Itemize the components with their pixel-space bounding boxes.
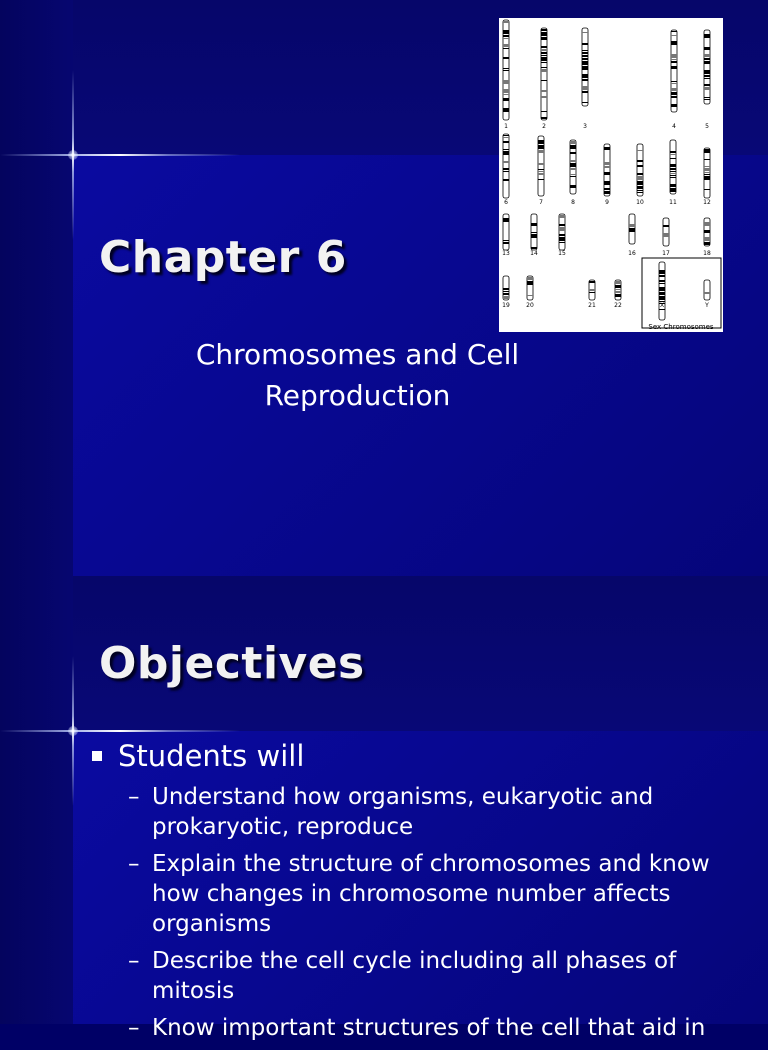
chromosome-label: 7 [539, 199, 543, 206]
chromosome-label: 1 [504, 123, 508, 130]
sub-bullet-text: Explain the structure of chromosomes and know how changes in chromosome number affects organisms [152, 851, 710, 937]
sub-bullet-text: Understand how organisms, eukaryotic and prokaryotic, reproduce [152, 784, 654, 840]
sub-bullet-text: Know important structures of the cell that aid in [152, 1015, 706, 1041]
chromosome-label: 14 [530, 250, 538, 257]
chromosome-label: 8 [571, 199, 575, 206]
chromosome-label: 15 [558, 250, 566, 257]
slide-title: Chapter 6 [99, 232, 347, 283]
chromosome-label: 6 [504, 199, 508, 206]
chromosome-label: 17 [662, 250, 670, 257]
chromosome [527, 276, 533, 300]
chromosome [589, 280, 595, 300]
chromosome-label: 10 [636, 199, 644, 206]
chromosome [704, 280, 710, 300]
chromosome [659, 262, 665, 320]
left-band [0, 0, 73, 576]
chromosome-label: 19 [502, 302, 510, 309]
chromosome [629, 214, 635, 244]
chromosome [503, 214, 509, 250]
chromosome [704, 218, 710, 246]
chromosome [541, 28, 547, 120]
chromosome [582, 28, 588, 106]
sub-bullet-item [128, 1013, 712, 1043]
chromosome [671, 30, 677, 112]
chromosome-label: Y [705, 302, 709, 309]
dash-bullet-icon: – [128, 851, 140, 877]
chromosome [663, 218, 669, 246]
lens-flare-horizontal [0, 154, 240, 156]
chromosome [559, 214, 565, 250]
chromosome-label: 5 [705, 123, 709, 130]
chromosome [503, 276, 509, 300]
chromosome [637, 144, 643, 196]
chromosome-label: 20 [526, 302, 534, 309]
slide-title: Objectives [99, 638, 365, 689]
chromosome [531, 214, 537, 250]
chromosome [503, 134, 509, 198]
sub-bullet-item [128, 946, 712, 1006]
karyotype-chromosomes [499, 18, 723, 332]
chromosome-label: 9 [605, 199, 609, 206]
square-bullet-icon [92, 751, 102, 761]
chromosome [704, 148, 710, 198]
chromosome-label: 2 [542, 123, 546, 130]
sub-bullet-item [128, 849, 712, 939]
chromosome [503, 20, 509, 120]
chromosome-label: 13 [502, 250, 510, 257]
chromosome-label: 3 [583, 123, 587, 130]
sub-bullet-item [128, 782, 712, 842]
dash-bullet-icon: – [128, 784, 140, 810]
slide-subtitle: Chromosomes and Cell Reproduction [195, 338, 520, 412]
chromosome [570, 140, 576, 194]
chromosome-label: 18 [703, 250, 711, 257]
left-band [0, 576, 73, 1024]
chromosome-label: 16 [628, 250, 636, 257]
dash-bullet-icon: – [128, 1015, 140, 1041]
bullet-item [92, 736, 712, 776]
chromosome-label: 12 [703, 199, 711, 206]
chromosome [615, 280, 621, 300]
lens-flare-horizontal [0, 730, 240, 732]
lens-flare-center [68, 150, 78, 160]
chromosome-label: 4 [672, 123, 676, 130]
chromosome [704, 30, 710, 104]
slide-objectives [0, 576, 768, 1041]
bullet-text: Students will [118, 739, 305, 773]
dash-bullet-icon: – [128, 948, 140, 974]
sex-chromosomes-label: Sex Chromosomes [648, 323, 714, 331]
chromosome-label: X [659, 302, 665, 309]
objectives-list [92, 736, 712, 1050]
chromosome-label: 22 [614, 302, 622, 309]
chromosome-label: 21 [588, 302, 596, 309]
karyotype-image [499, 18, 723, 332]
chromosome [538, 136, 544, 196]
chromosome [670, 140, 676, 194]
chromosome-label: 11 [669, 199, 677, 206]
chromosome [604, 144, 610, 196]
sub-bullet-text: Describe the cell cycle including all phases of mitosis [152, 948, 677, 1004]
lens-flare-center [68, 726, 78, 736]
